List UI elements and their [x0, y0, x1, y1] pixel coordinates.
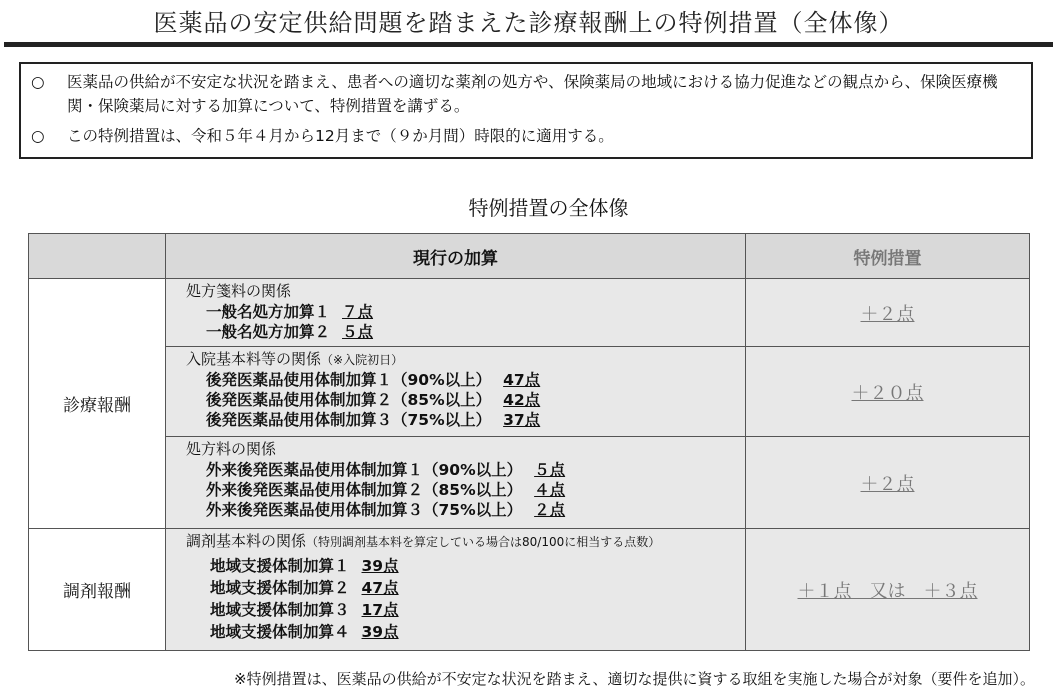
addition-item: 後発医薬品使用体制加算３（75%以上） 37点: [206, 411, 541, 429]
addition-item: 外来後発医薬品使用体制加算１（90%以上） ５点: [206, 461, 566, 479]
note-item: [31, 124, 1021, 148]
row-label-dispensing: 調剤報酬: [29, 529, 166, 651]
current-addition-cell: [166, 529, 746, 651]
table-row: [29, 347, 1030, 437]
addition-item: 地域支援体制加算２ 47点: [210, 579, 399, 597]
section-subtitle: 特例措置の全体像: [468, 196, 629, 220]
addition-item: 地域支援体制加算４ 39点: [210, 623, 399, 641]
special-measure-cell: ＋２点: [746, 437, 1030, 529]
category-label: 入院基本料等の関係（※入院初日）: [186, 350, 404, 368]
current-addition-cell: [166, 347, 746, 437]
addition-item: 後発医薬品使用体制加算１（90%以上） 47点: [206, 371, 541, 389]
header-special: 特例措置: [746, 234, 1030, 279]
category-label: 調剤基本料の関係（特別調剤基本料を算定している場合は80/100に相当する点数）: [186, 532, 661, 550]
addition-item: 一般名処方加算１ ７点: [206, 303, 374, 321]
circle-bullet-icon: ○: [31, 73, 45, 91]
addition-item: 後発医薬品使用体制加算２（85%以上） 42点: [206, 391, 541, 409]
addition-item: 一般名処方加算２ ５点: [206, 323, 374, 341]
note-item: [31, 70, 1021, 118]
addition-item: 地域支援体制加算１ 39点: [210, 557, 399, 575]
header-current: 現行の加算: [166, 234, 746, 279]
special-measure-cell: ＋１点 又は ＋３点: [746, 529, 1030, 651]
current-addition-cell: [166, 437, 746, 529]
header-empty-cell: [29, 234, 166, 279]
circle-bullet-icon: ○: [31, 127, 45, 145]
title-underline: [4, 42, 1053, 47]
special-measure-cell: ＋２０点: [746, 347, 1030, 437]
footnote: ※特例措置は、医薬品の供給が不安定な状況を踏まえ、適切な提供に資する取組を実施した場合が対象（要件を追加）。: [234, 670, 1035, 688]
addition-item: 地域支援体制加算３ 17点: [210, 601, 399, 619]
table-row: [29, 529, 1030, 651]
note-text: この特例措置は、令和５年４月から12月まで（９か月間）時限的に適用する。: [67, 127, 614, 145]
category-label: 処方箋料の関係: [186, 282, 292, 300]
page-title: 医薬品の安定供給問題を踏まえた診療報酬上の特例措置（全体像）: [153, 9, 904, 37]
addition-item: 外来後発医薬品使用体制加算２（85%以上） ４点: [206, 481, 566, 499]
row-label-medical: 診療報酬: [29, 279, 166, 529]
table-header-row: [29, 234, 1030, 279]
current-addition-cell: [166, 279, 746, 347]
table-row: [29, 437, 1030, 529]
summary-notes-box: [19, 62, 1033, 159]
addition-item: 外来後発医薬品使用体制加算３（75%以上） ２点: [206, 501, 566, 519]
table-row: [29, 279, 1030, 347]
special-measures-table: [28, 233, 1030, 651]
note-text: 医薬品の供給が不安定な状況を踏まえ、患者への適切な薬剤の処方や、保険薬局の地域における協力促進などの観点から、保険医療機関・保険薬局に対する加算について、特例措置を講ずる。: [67, 73, 998, 115]
special-measure-cell: ＋２点: [746, 279, 1030, 347]
category-label: 処方料の関係: [186, 440, 277, 458]
